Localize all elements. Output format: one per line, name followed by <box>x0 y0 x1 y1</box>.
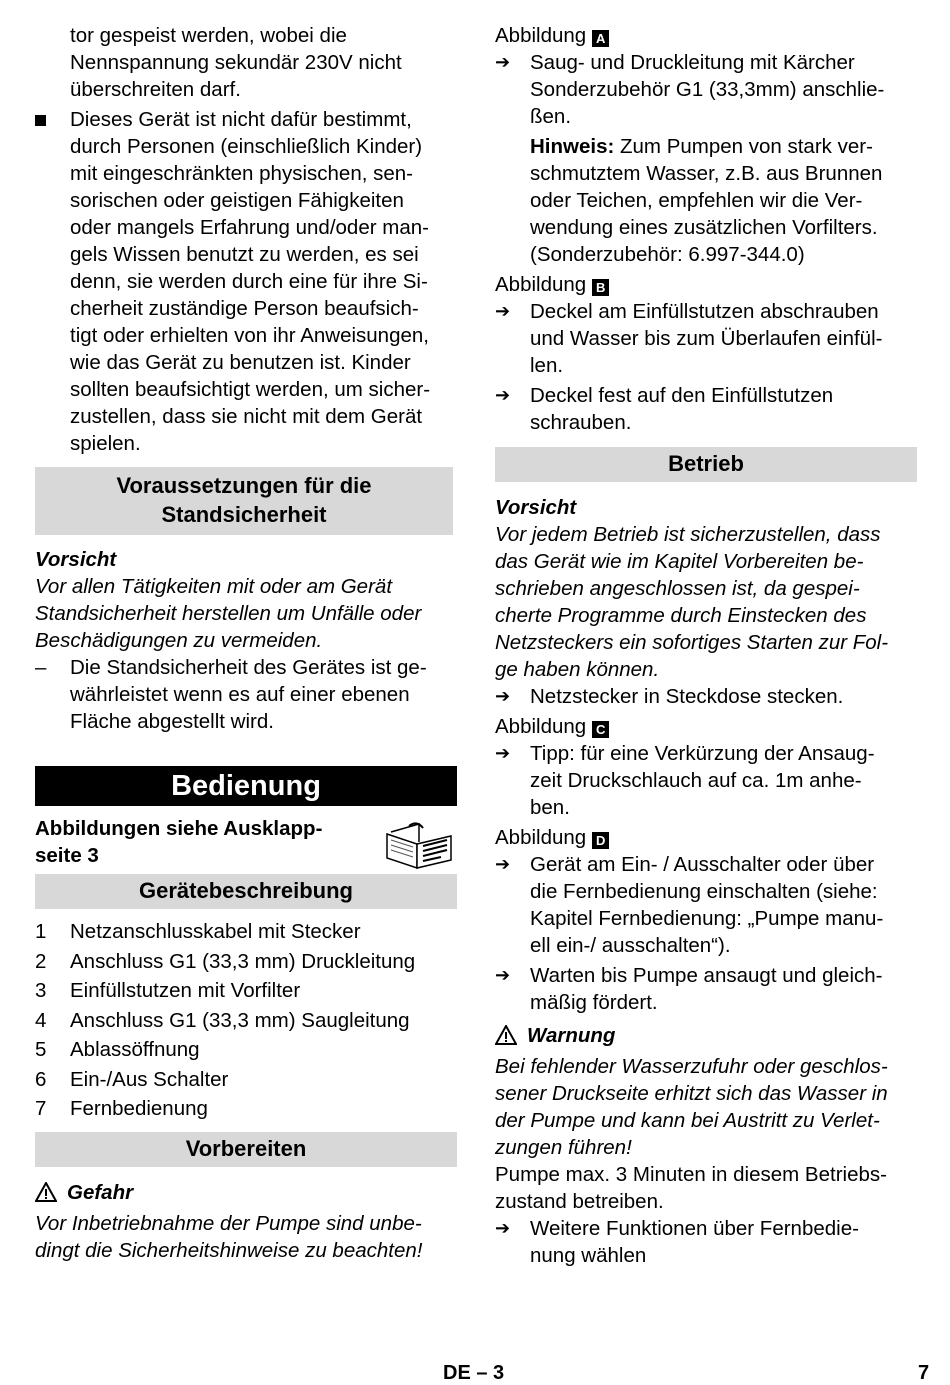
abbildung-word: Abbildung <box>495 826 587 849</box>
arrow-right-icon: ➔ <box>495 1218 511 1238</box>
text-line: überschreiten darf. <box>70 78 241 101</box>
text-line: Sonderzubehör G1 (33,3mm) anschlie- <box>530 78 885 101</box>
figure-letter-badge: A <box>592 30 609 47</box>
text-line: Netzstecker in Steckdose stecken. <box>530 685 844 708</box>
arrow-right-icon: ➔ <box>495 52 511 72</box>
text-line: zustellen, dass sie nicht mit dem Gerät <box>70 405 423 428</box>
text-line: durch Personen (einschließlich Kinder) <box>70 135 423 158</box>
text-line: schrauben. <box>530 411 632 434</box>
text-line: cherheit zuständige Person beaufsich- <box>70 297 419 320</box>
arrow-right-icon: ➔ <box>495 385 511 405</box>
component-number: 6 <box>35 1067 47 1091</box>
hinweis-line <box>530 133 917 160</box>
arrow-right-icon: ➔ <box>495 965 511 985</box>
component-item <box>35 917 457 947</box>
text-line: Deckel fest auf den Einfüllstutzen <box>530 384 834 407</box>
warning-triangle-icon <box>495 1025 517 1045</box>
component-item <box>35 1094 457 1124</box>
component-number: 5 <box>35 1038 47 1061</box>
right-column <box>495 0 917 1269</box>
component-number: 2 <box>35 949 47 973</box>
text-line: Saug- und Druckleitung mit Kärcher <box>530 51 855 74</box>
step-item-tip <box>495 740 917 821</box>
abbildung-word: Abbildung <box>495 24 587 47</box>
vorsicht-label: Vorsicht <box>495 496 577 519</box>
component-number: 3 <box>35 979 47 1002</box>
text-line: Vor jedem Betrieb ist sicherzustellen, dass <box>495 523 881 546</box>
text-line: wendung eines zusätzlichen Vorfilters. <box>530 216 878 239</box>
text-line: die Fernbedienung einschalten (siehe: <box>530 880 878 903</box>
gefahr-label: Gefahr <box>67 1180 134 1204</box>
text-line: und Wasser bis zum Überlaufen einfül- <box>530 327 883 350</box>
text-line: Beschädigungen zu vermeiden. <box>35 629 323 652</box>
text-line: nung wählen <box>530 1244 647 1267</box>
step-item-close-lid <box>495 382 917 436</box>
abbildung-d-label <box>495 824 917 851</box>
component-number: 4 <box>35 1008 47 1032</box>
component-text: Ein-/Aus Schalter <box>70 1067 229 1091</box>
text-line: spielen. <box>70 432 141 455</box>
section-heading-vorbereiten: Vorbereiten <box>35 1132 457 1167</box>
footer-page-number: 7 <box>918 1362 930 1384</box>
component-number: 1 <box>35 920 47 943</box>
bullet-item-children-safety <box>35 106 457 457</box>
text-line: Abbildungen siehe Ausklapp- <box>35 817 323 840</box>
abbildung-a-label <box>495 22 917 49</box>
abbildung-c-label <box>495 713 917 740</box>
text-line: ben. <box>530 796 570 819</box>
hinweis-text: Zum Pumpen von stark ver- <box>614 135 873 158</box>
abbildung-word: Abbildung <box>495 715 587 738</box>
arrow-right-icon: ➔ <box>495 743 511 763</box>
component-list <box>35 917 457 1124</box>
hinweis-label: Hinweis: <box>530 135 615 158</box>
abbildung-b-label <box>495 271 917 298</box>
component-text: Ablassöffnung <box>70 1038 200 1061</box>
dash-bullet: – <box>35 656 47 679</box>
text-line: Weitere Funktionen über Fernbedie- <box>530 1217 859 1240</box>
text-line: Kapitel Fernbedienung: „Pumpe manu- <box>530 907 884 930</box>
text-line: len. <box>530 354 564 377</box>
figure-letter-badge: B <box>592 279 609 296</box>
text-line: sorischen oder geistigen Fähigkeiten <box>70 189 404 212</box>
figure-letter-badge: D <box>592 832 609 849</box>
heading-line: Voraussetzungen für die <box>116 473 372 498</box>
step-item-fill-water <box>495 298 917 379</box>
text-line: Gerät am Ein- / Ausschalter oder über <box>530 853 875 876</box>
section-heading-geraetebeschreibung: Gerätebeschreibung <box>35 874 457 909</box>
component-text: Fernbedienung <box>70 1097 208 1120</box>
step-item-connect-lines <box>495 49 917 268</box>
text-line: schmutztem Wasser, z.B. aus Brunnen <box>530 162 883 185</box>
gefahr-text <box>35 1210 457 1264</box>
text-line: mäßig fördert. <box>530 991 658 1014</box>
text-line: zungen führen! <box>495 1136 632 1159</box>
text-line: oder mangels Erfahrung und/oder man- <box>70 216 429 239</box>
arrow-right-icon: ➔ <box>495 854 511 874</box>
text-line: Standsicherheit herstellen um Unfälle oder <box>35 602 422 625</box>
text-line: der Pumpe und kann bei Austritt zu Verlet- <box>495 1109 880 1132</box>
section-heading-standsicherheit <box>35 467 453 535</box>
left-column <box>35 0 457 1264</box>
step-item-wait <box>495 962 917 1016</box>
text-line: Nennspannung sekundär 230V nicht <box>70 51 402 74</box>
text-line: schrieben angeschlossen ist, da gespei- <box>495 577 860 600</box>
component-item <box>35 1065 457 1095</box>
component-item <box>35 1035 457 1065</box>
text-line: wie das Gerät zu benutzen ist. Kinder <box>70 351 411 374</box>
text-line: (Sonderzubehör: 6.997-344.0) <box>530 243 805 266</box>
warnung-label: Warnung <box>527 1024 616 1047</box>
text-line: Fläche abgestellt wird. <box>70 710 274 733</box>
text-line: cherte Programme durch Einstecken des <box>495 604 867 627</box>
text-line: das Gerät wie im Kapitel Vorbereiten be- <box>495 550 864 573</box>
text-line: tor gespeist werden, wobei die <box>70 24 347 47</box>
step-item-more-functions <box>495 1215 917 1269</box>
text-line: Netzsteckers ein sofortiges Starten zur Fol- <box>495 631 889 654</box>
text-line: ell ein-/ ausschalten“). <box>530 934 731 957</box>
dash-item-standsicherheit <box>35 654 457 735</box>
text-line: zustand betreiben. <box>495 1190 664 1213</box>
step-item-plug-in <box>495 683 917 710</box>
arrow-right-icon: ➔ <box>495 301 511 321</box>
chapter-heading-bedienung: Bedienung <box>35 766 457 806</box>
component-text: Anschluss G1 (33,3 mm) Druckleitung <box>70 949 416 973</box>
text-line: Vor allen Tätigkeiten mit oder am Gerät <box>35 575 393 598</box>
warnung-text <box>495 1053 917 1161</box>
footer-page-label: DE – 3 <box>443 1362 505 1384</box>
vorsicht-text <box>35 573 457 654</box>
component-item <box>35 976 457 1006</box>
section-heading-betrieb: Betrieb <box>495 447 917 482</box>
text-line: Tipp: für eine Verkürzung der Ansaug- <box>530 742 875 765</box>
text-line: Bei fehlender Wasserzufuhr oder geschlos- <box>495 1055 888 1078</box>
abbildung-word: Abbildung <box>495 273 587 296</box>
text-line: ge haben können. <box>495 658 660 681</box>
intro-paragraph <box>35 22 457 103</box>
component-number: 7 <box>35 1097 47 1120</box>
text-line: Dieses Gerät ist nicht dafür bestimmt, <box>70 108 412 131</box>
gefahr-label-row <box>35 1179 457 1206</box>
figure-letter-badge: C <box>592 721 609 738</box>
component-item <box>35 1006 457 1036</box>
text-line: währleistet wenn es auf einer ebenen <box>70 683 410 706</box>
text-line: seite 3 <box>35 844 99 867</box>
text-line: tigt oder erhielten von ihr Anweisungen, <box>70 324 429 347</box>
component-text: Anschluss G1 (33,3 mm) Saugleitung <box>70 1008 410 1032</box>
vorsicht-label: Vorsicht <box>35 548 117 571</box>
text-line: Die Standsicherheit des Gerätes ist ge- <box>70 656 427 679</box>
text-line: sener Druckseite erhitzt sich das Wasser in <box>495 1082 888 1105</box>
text-line: Warten bis Pumpe ansaugt und gleich- <box>530 964 883 987</box>
text-line: gels Wissen benutzt zu werden, es sei <box>70 243 419 266</box>
text-line: denn, sie werden durch eine für ihre Si- <box>70 270 428 293</box>
heading-line: Standsicherheit <box>161 502 327 527</box>
step-item-switch-on <box>495 851 917 959</box>
component-item <box>35 947 457 977</box>
arrow-right-icon: ➔ <box>495 686 511 706</box>
text-line: mit eingeschränkten physischen, sen- <box>70 162 413 185</box>
text-line: sollten beaufsichtigt werden, um sicher- <box>70 378 431 401</box>
text-line: zeit Druckschlauch auf ca. 1m anhe- <box>530 769 862 792</box>
text-line: Pumpe max. 3 Minuten in diesem Betriebs- <box>495 1163 887 1186</box>
open-booklet-icon <box>383 820 455 870</box>
text-line: oder Teichen, empfehlen wir die Ver- <box>530 189 863 212</box>
warnung-label-row <box>495 1022 917 1049</box>
text-line: Vor Inbetriebnahme der Pumpe sind unbe- <box>35 1211 422 1235</box>
pumpe-paragraph <box>495 1161 917 1215</box>
warning-triangle-icon <box>35 1182 57 1202</box>
text-line: Deckel am Einfüllstutzen abschrauben <box>530 300 879 323</box>
component-text: Netzanschlusskabel mit Stecker <box>70 920 361 943</box>
text-line: dingt die Sicherheitshinweise zu beachten! <box>35 1238 423 1262</box>
vorsicht-text <box>495 521 917 683</box>
text-line: ßen. <box>530 105 572 128</box>
square-bullet-icon <box>35 106 65 133</box>
component-text: Einfüllstutzen mit Vorfilter <box>70 979 301 1002</box>
